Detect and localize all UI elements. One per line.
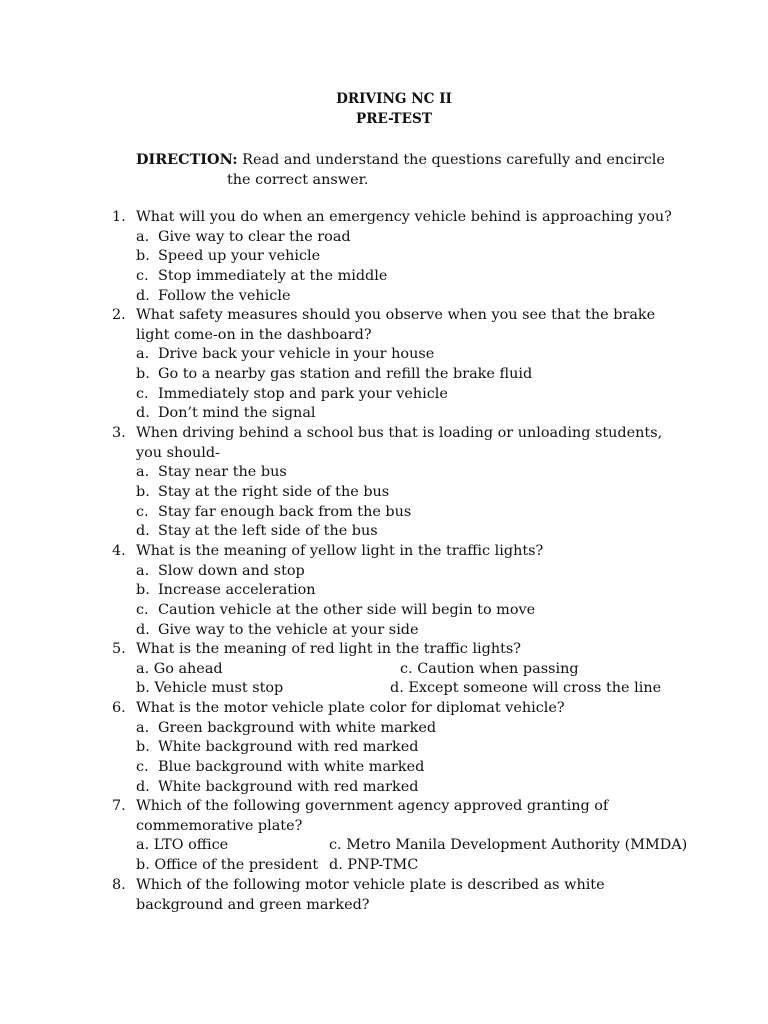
- option-text: Give way to the vehicle at your side: [158, 621, 419, 638]
- option-letter: d.: [136, 523, 150, 540]
- option-text: White background with red marked: [158, 778, 419, 795]
- option-text: Green background with white marked: [158, 719, 437, 736]
- option-list: [112, 463, 712, 542]
- question-8: [112, 876, 712, 915]
- question-number: 4.: [112, 543, 126, 559]
- option-text: Go to a nearby gas station and refill the brake fluid: [158, 366, 533, 383]
- option-letter: a.: [136, 228, 150, 245]
- option-text: Don’t mind the signal: [158, 405, 316, 422]
- answer-option[interactable]: c. Metro Manila Development Authority (MMDA): [329, 837, 688, 854]
- question-stem: [112, 797, 712, 836]
- question-stem: [112, 306, 712, 345]
- option-letter: a.: [136, 562, 150, 579]
- answer-option[interactable]: [136, 738, 712, 758]
- option-text: Immediately stop and park your vehicle: [158, 385, 448, 402]
- answer-option[interactable]: [136, 247, 712, 267]
- answer-option[interactable]: d. Except someone will cross the line: [390, 680, 662, 697]
- option-letter: d.: [136, 405, 150, 422]
- option-text: Increase acceleration: [158, 582, 316, 599]
- question-number: 7.: [112, 798, 126, 814]
- question-stem: [112, 424, 712, 463]
- option-letter: a.: [136, 719, 150, 736]
- answer-option[interactable]: a. Go ahead: [136, 660, 223, 677]
- option-list: [112, 228, 712, 307]
- option-letter: b.: [136, 582, 150, 599]
- answer-option[interactable]: b. Vehicle must stop: [136, 680, 284, 697]
- question-4: [112, 542, 712, 640]
- question-text: commemorative plate?: [136, 817, 303, 834]
- answer-option[interactable]: a. LTO office: [136, 837, 229, 854]
- question-stem: [112, 208, 712, 228]
- question-text: background and green marked?: [136, 896, 370, 913]
- answer-option[interactable]: [136, 581, 712, 601]
- question-text: When driving behind a school bus that is loading or unloading students,: [136, 425, 663, 441]
- answer-option[interactable]: [136, 345, 712, 365]
- option-letter: b.: [136, 248, 150, 265]
- question-5: [112, 640, 712, 699]
- question-text: What is the meaning of red light in the traffic lights?: [136, 641, 522, 657]
- option-text: Stay at the right side of the bus: [158, 484, 390, 501]
- question-text: Which of the following government agency approved granting of: [136, 798, 609, 814]
- option-text: Stay far enough back from the bus: [158, 503, 412, 520]
- option-text: Blue background with white marked: [158, 759, 425, 776]
- option-letter: c.: [136, 503, 149, 520]
- question-text: What is the meaning of yellow light in the traffic lights?: [136, 543, 544, 559]
- question-number: 3.: [112, 425, 126, 441]
- question-2: [112, 306, 712, 424]
- option-row: [112, 679, 712, 699]
- document-subtitle: PRE-TEST: [356, 111, 432, 127]
- question-text: What safety measures should you observe when you see that the brake: [136, 307, 656, 323]
- answer-option[interactable]: [136, 562, 712, 582]
- option-letter: d.: [136, 287, 150, 304]
- question-7: [112, 797, 712, 876]
- option-text: Drive back your vehicle in your house: [158, 346, 435, 363]
- option-text: Stay at the left side of the bus: [158, 523, 378, 540]
- answer-option[interactable]: [136, 385, 712, 405]
- direction-text-continued: the correct answer.: [227, 172, 369, 188]
- question-3: [112, 424, 712, 542]
- answer-option[interactable]: [136, 483, 712, 503]
- option-text: Stop immediately at the middle: [158, 268, 388, 285]
- answer-option[interactable]: c. Caution when passing: [400, 660, 579, 677]
- option-letter: b.: [136, 739, 150, 756]
- option-row: [112, 660, 712, 680]
- option-letter: c.: [136, 385, 149, 402]
- option-letter: a.: [136, 346, 150, 363]
- question-text: light come-on in the dashboard?: [136, 326, 372, 343]
- question-stem: [112, 640, 712, 660]
- document-title: DRIVING NC II: [336, 91, 452, 107]
- question-1: [112, 208, 712, 306]
- option-text: Speed up your vehicle: [158, 248, 321, 265]
- option-letter: b.: [136, 366, 150, 383]
- question-text: you should-: [136, 444, 220, 461]
- answer-option[interactable]: [136, 404, 712, 424]
- option-letter: a.: [136, 464, 150, 481]
- question-number: 6.: [112, 700, 126, 716]
- question-number: 8.: [112, 877, 126, 893]
- option-row: [112, 836, 712, 856]
- option-text: Caution vehicle at the other side will begin to move: [158, 602, 536, 619]
- answer-option[interactable]: [136, 267, 712, 287]
- answer-option[interactable]: [136, 522, 712, 542]
- question-number: 1.: [112, 209, 126, 225]
- option-letter: d.: [136, 778, 150, 795]
- question-6: [112, 699, 712, 797]
- direction-text: Read and understand the questions carefully and encircle: [237, 152, 665, 168]
- answer-option[interactable]: [136, 228, 712, 248]
- option-list: [112, 562, 712, 641]
- option-list: [112, 345, 712, 424]
- option-list: [112, 719, 712, 798]
- answer-option[interactable]: [136, 719, 712, 739]
- option-text: Slow down and stop: [158, 562, 305, 579]
- question-stem: [112, 699, 712, 719]
- question-stem: [112, 876, 712, 915]
- question-text: What will you do when an emergency vehicle behind is approaching you?: [136, 209, 672, 225]
- question-stem: [112, 542, 712, 562]
- direction-block: [136, 150, 696, 190]
- question-number: 5.: [112, 641, 126, 657]
- answer-option[interactable]: b. Office of the president: [136, 857, 319, 874]
- answer-option[interactable]: [136, 601, 712, 621]
- answer-option[interactable]: [136, 758, 712, 778]
- answer-option[interactable]: [136, 463, 712, 483]
- answer-option[interactable]: [136, 621, 712, 641]
- option-letter: c.: [136, 268, 149, 285]
- option-text: Stay near the bus: [158, 464, 287, 481]
- answer-option[interactable]: [136, 778, 712, 798]
- option-letter: d.: [136, 621, 150, 638]
- direction-label: DIRECTION:: [136, 151, 238, 168]
- answer-option[interactable]: [136, 287, 712, 307]
- option-row: [112, 856, 712, 876]
- question-text: What is the motor vehicle plate color for diplomat vehicle?: [136, 700, 565, 716]
- option-letter: b.: [136, 484, 150, 501]
- question-number: 2.: [112, 307, 126, 323]
- option-text: White background with red marked: [158, 739, 419, 756]
- option-text: Give way to clear the road: [158, 228, 351, 245]
- option-letter: c.: [136, 602, 149, 619]
- answer-option[interactable]: [136, 503, 712, 523]
- option-letter: c.: [136, 759, 149, 776]
- question-text: Which of the following motor vehicle plate is described as white: [136, 877, 605, 893]
- answer-option[interactable]: [136, 365, 712, 385]
- answer-option[interactable]: d. PNP-TMC: [329, 857, 419, 874]
- option-text: Follow the vehicle: [158, 287, 291, 304]
